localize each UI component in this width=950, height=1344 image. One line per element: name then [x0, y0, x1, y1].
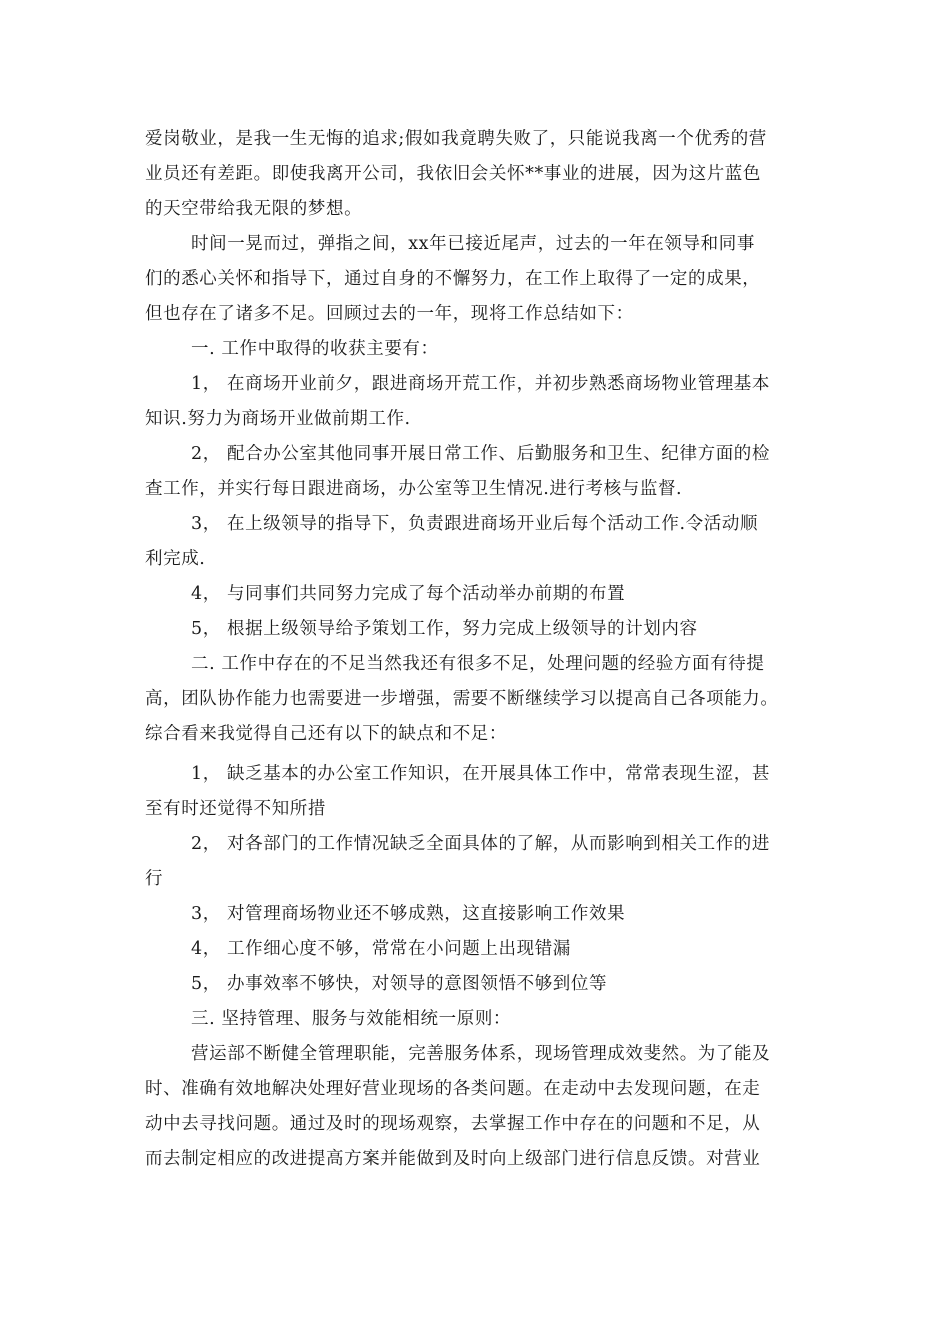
text-line: 至有时还觉得不知所措 — [145, 799, 326, 819]
text-line: 的天空带给我无限的梦想。 — [145, 199, 363, 219]
text-line: 行 — [145, 869, 164, 889]
list-item: 1， 在商场开业前夕，跟进商场开荒工作，并初步熟悉商场物业管理基本 — [191, 374, 770, 394]
text-line: 高，团队协作能力也需要进一步增强，需要不断继续学习以提高自己各项能力。 — [145, 689, 779, 709]
list-item: 2， 对各部门的工作情况缺乏全面具体的了解，从而影响到相关工作的进 — [191, 834, 770, 854]
section-heading: 三. 坚持管理、服务与效能相统一原则： — [191, 1009, 512, 1029]
list-item: 5， 办事效率不够快，对领导的意图领悟不够到位等 — [191, 974, 608, 994]
list-item: 2， 配合办公室其他同事开展日常工作、后勤服务和卫生、纪律方面的检 — [191, 444, 770, 464]
text-line: 但也存在了诸多不足。回顾过去的一年，现将工作总结如下： — [145, 304, 634, 324]
text-line: 利完成. — [145, 549, 206, 569]
list-item: 3， 在上级领导的指导下，负责跟进商场开业后每个活动工作.令活动顺 — [191, 514, 759, 534]
list-item: 1， 缺乏基本的办公室工作知识，在开展具体工作中，常常表现生涩，甚 — [191, 764, 770, 784]
text-line: 营运部不断健全管理职能，完善服务体系，现场管理成效斐然。为了能及 — [191, 1044, 771, 1064]
text-line: 们的悉心关怀和指导下，通过自身的不懈努力，在工作上取得了一定的成果， — [145, 269, 761, 289]
text-line: 查工作，并实行每日跟进商场，办公室等卫生情况.进行考核与监督. — [145, 479, 683, 499]
text-line: 爱岗敬业，是我一生无悔的追求;假如我竟聘失败了，只能说我离一个优秀的营 — [145, 129, 767, 149]
text-line: 动中去寻找问题。通过及时的现场观察，去掌握工作中存在的问题和不足，从 — [145, 1114, 761, 1134]
list-item: 5， 根据上级领导给予策划工作，努力完成上级领导的计划内容 — [191, 619, 698, 639]
list-item: 4， 与同事们共同努力完成了每个活动举办前期的布置 — [191, 584, 626, 604]
list-item: 3， 对管理商场物业还不够成熟，这直接影响工作效果 — [191, 904, 626, 924]
text-line: 时、准确有效地解决处理好营业现场的各类问题。在走动中去发现问题，在走 — [145, 1079, 761, 1099]
text-line: 知识.努力为商场开业做前期工作. — [145, 409, 411, 429]
section-heading: 二. 工作中存在的不足当然我还有很多不足，处理问题的经验方面有待提 — [191, 654, 765, 674]
text-line: 时间一晃而过，弹指之间，xx年已接近尾声，过去的一年在领导和同事 — [191, 234, 755, 254]
text-line: 而去制定相应的改进提高方案并能做到及时向上级部门进行信息反馈。对营业 — [145, 1149, 761, 1169]
text-line: 综合看来我觉得自己还有以下的缺点和不足： — [145, 724, 507, 744]
list-item: 4， 工作细心度不够，常常在小问题上出现错漏 — [191, 939, 571, 959]
text-line: 业员还有差距。即使我离开公司，我依旧会关怀**事业的进展，因为这片蓝色 — [145, 164, 761, 184]
section-heading: 一. 工作中取得的收获主要有： — [191, 339, 439, 359]
